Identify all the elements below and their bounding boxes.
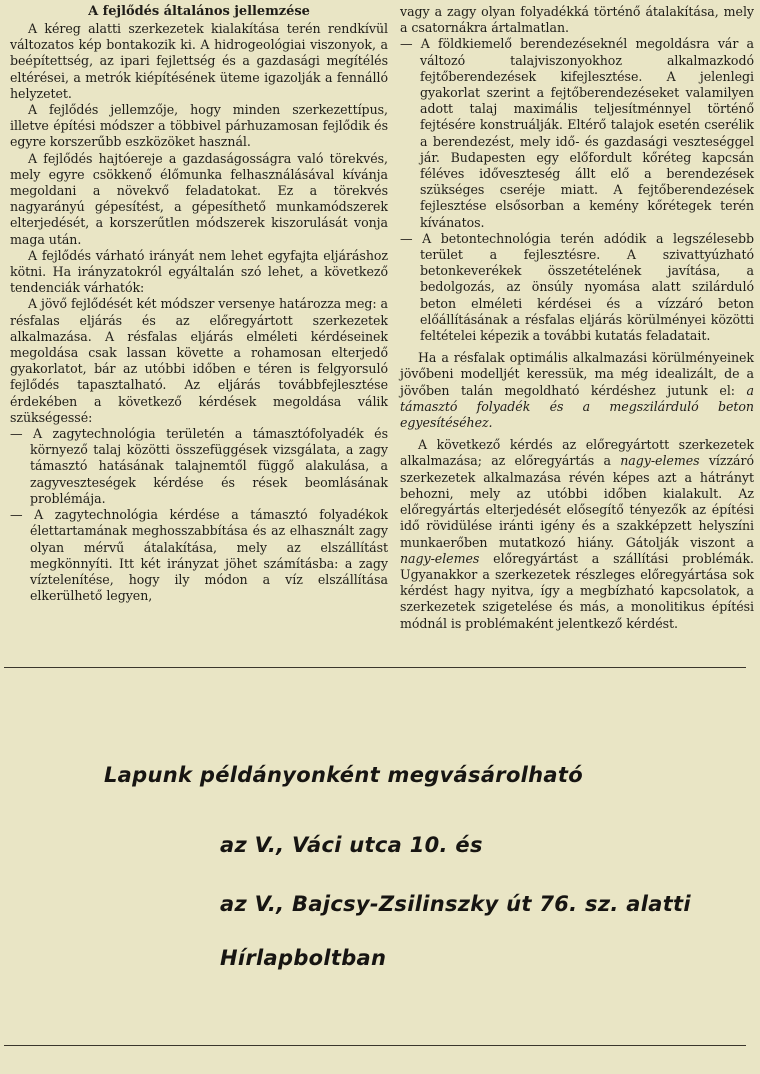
left-column — [10, 4, 388, 604]
paragraph-6-emphasis: a támasztó folyadék és a megszilárduló beton egyesítéséhez. — [400, 382, 754, 431]
dash-item-betontechnologia: — A betontechnológia terén adódik a legszélesebb terület a fejlesztésre. A szivattyúzható betonkeverékek összetételének javítása, a bedolgozás, az önsúly nyomása alatt szilárduló beton elméleti kérdései és a vízzáró beton előállításának a résfalas eljárás körülményei közötti feltételei képezik a további kutatás feladatait. — [400, 230, 754, 344]
divider-bottom — [4, 1045, 746, 1046]
advert-line-4: Hírlapboltban — [220, 946, 387, 970]
continued-text: vagy a zagy olyan folyadékká történő átalakítása, mely a csatornákra ártalmatlan. — [400, 4, 754, 36]
advert-line-3: az V., Bajcsy-Zsilinszky út 76. sz. alatti — [220, 892, 691, 916]
paragraph-6 — [400, 350, 754, 431]
advert-line-1: Lapunk példányonként megvásárolható — [104, 763, 583, 787]
paragraph-3: A fejlődés hajtóereje a gazdaságosságra való törekvés, mely egyre csökkenő élőmunka felhasználásával kívánja megoldani a növekvő feladatokat. Ez a törekvés nagyarányú gépesítést, a gépesíthető munkamódszerek elterjedését, a korszerűtlen módszerek kiszorulását vonja maga után. — [10, 150, 388, 247]
dash-item-zagytechnologia-1: — A zagytechnológia területén a támasztófolyadék és környező talaj közötti összefüggések vizsgálata, a zagy támasztó hatásának talajnemtől függő alakulása, a zagyveszteségek kérdése és rések beomlásának problémája. — [10, 426, 388, 506]
paragraph-7-emphasis-2: nagy-elemes — [400, 550, 480, 566]
paragraph-7-emphasis-1: nagy-elemes — [620, 453, 700, 469]
right-column — [400, 4, 754, 632]
section-heading: A fejlődés általános jellemzése — [88, 4, 310, 19]
advert-line-2: az V., Váci utca 10. és — [220, 833, 483, 857]
paragraph-5: A jövő fejlődését két módszer versenye határozza meg: a résfalas eljárás és az előregyártott szerkezetek alkalmazása. A résfalas eljárás elméleti kérdéseinek megoldása csak lassan követte a rohamosan elterjedő gyakorlatot, bár az utóbbi időben e téren is felgyorsuló fejlődés tapasztalható. Az eljárás továbbfejlesztése érdekében a következő kérdések megoldása válik szükségessé: — [10, 296, 388, 425]
dash-item-zagytechnologia-2: — A zagytechnológia kérdése a támasztó folyadékok élettartamának meghosszabbítása és az elhasznált zagy olyan mérvű átalakítása, mely az elszállítást megkönnyíti. Itt két irányzat jöhet számításba: a zagy víztelenítése, hogy ily módon a víz elszállítása elkerülhető legyen, — [10, 507, 388, 604]
paragraph-4: A fejlődés várható irányát nem lehet egyfajta eljáráshoz kötni. Ha irányzatokról egyáltalán szó lehet, a következő tendenciák várhatók: — [10, 247, 388, 296]
paragraph-1: A kéreg alatti szerkezetek kialakítása terén rendkívül változatos kép bontakozik ki. A hidrogeológiai viszonyok, a beépítettség, az ipari fejlettség és a gazdasági megítélés eltérései, a metrók kiépítésének üteme igazolják a fennálló helyzetet. — [10, 21, 388, 101]
paragraph-7-text-c: előregyártást a szállítási problémák. Ugyanakkor a szerkezetek részleges előregyártása sok kérdést hagy nyitva, így a megbízható kapcsolatok, a szerkezetek szigetelése és más, a monolitikus építési módnál is problémaként jelentkező kérdést. — [400, 550, 754, 631]
paragraph-7-text-a: A következő kérdés az előregyártott szerkezetek alkalmazása; az előregyártás a — [400, 437, 754, 469]
paragraph-7 — [400, 437, 754, 631]
paragraph-6-text: Ha a résfalak optimális alkalmazási körülményeinek jövőbeni modelljét keressük, ma még idealizált, de a jövőben talán megoldható kérdéshez jutunk el: — [400, 350, 754, 398]
paragraph-7-text-b: vízzáró szerkezetek alkalmazása révén képes azt a hátrányt behozni, mely az utóbbi időben kialakult. Az előregyártás elterjedését elősegítő tényezők az építési idő rövidülése iránti igény és a szakképzett helyszíni munkaerőben mutatkozó hiány. Gátolják viszont a — [400, 453, 754, 550]
paragraph-2: A fejlődés jellemzője, hogy minden szerkezettípus, illetve építési módszer a többivel párhuzamosan fejlődik és egyre korszerűbb eszközöket használ. — [10, 102, 388, 150]
divider-top — [4, 667, 746, 668]
dash-item-foldkiemeles: — A földkiemelő berendezéseknél megoldásra vár a változó talajviszonyokhoz alkalmazkodó fejtőberendezések kifejlesztése. A jelenlegi gyakorlat szerint a fejtőberendezéseket valamilyen adott talaj maximális teljesítménnyel történő fejtésére konstruálják. Eltérő talajok esetén cserélik a berendezést, mely idő- és gazdasági veszteséggel jár. Budapesten egy előfordult kőréteg kapcsán féléves időveszteség állt elő a berendezések szükséges cseréje miatt. A fejtőberendezések fejlesztése elsősorban a kemény kőrétegek terén kívánatos. — [400, 36, 754, 230]
